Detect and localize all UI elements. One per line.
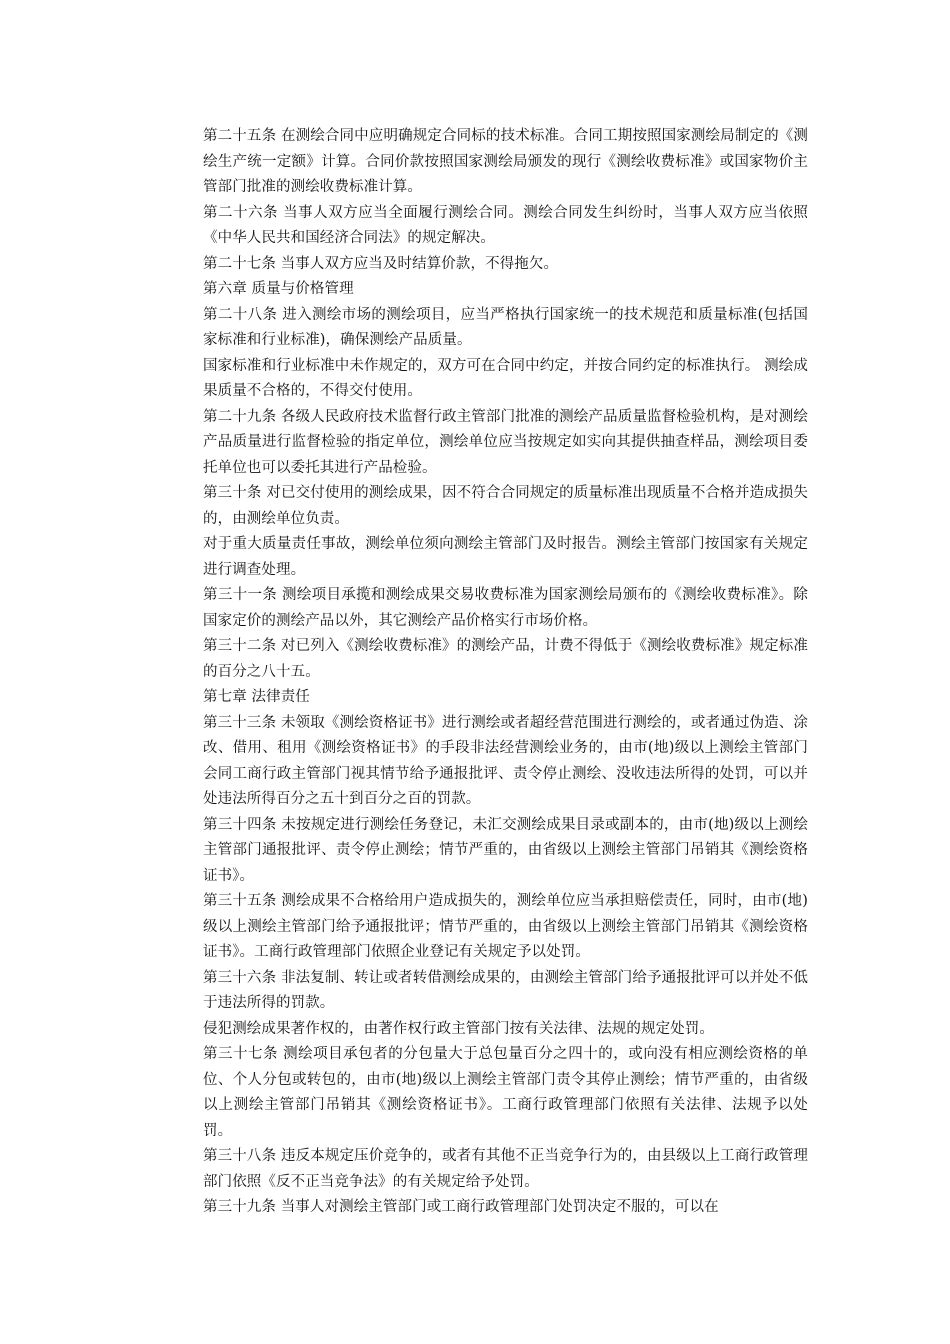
article-25: 第二十五条 在测绘合同中应明确规定合同标的技术标准。合同工期按照国家测绘局制定的《测绘生产统一定额》计算。合同价款按照国家测绘局颁发的现行《测绘收费标准》或国家物价主管部门批准的测绘收费标准计算。 <box>203 128 808 195</box>
article-37: 第三十七条 测绘项目承包者的分包量大于总包量百分之四十的，或向没有相应测绘资格的单位、个人分包或转包的，由市(地)级以上测绘主管部门责令其停止测绘；情节严重的，由省级以上测绘主管部门吊销其《测绘资格证书》。工商行政管理部门依照有关法律、法规予以处罚。 <box>203 1046 808 1139</box>
document-body <box>203 124 808 1221</box>
chapter-6-heading: 第六章 质量与价格管理 <box>203 281 354 297</box>
article-34: 第三十四条 未按规定进行测绘任务登记，未汇交测绘成果目录或副本的，由市(地)级以上测绘主管部门通报批评、责令停止测绘；情节严重的，由省级以上测绘主管部门吊销其《测绘资格证书》。 <box>203 816 808 884</box>
article-33: 第三十三条 未领取《测绘资格证书》进行测绘或者超经营范围进行测绘的，或者通过伪造、涂改、借用、租用《测绘资格证书》的手段非法经营测绘业务的，由市(地)级以上测绘主管部门会同工商行政主管部门视其情节给予通报批评、责令停止测绘、没收违法所得的处罚，可以并处违法所得百分之五十到百分之百的罚款。 <box>203 714 808 807</box>
article-36: 第三十六条 非法复制、转让或者转借测绘成果的，由测绘主管部门给予通报批评可以并处不低于违法所得的罚款。 <box>203 969 808 1011</box>
article-31: 第三十一条 测绘项目承揽和测绘成果交易收费标准为国家测绘局颁布的《测绘收费标准》。除国家定价的测绘产品以外，其它测绘产品价格实行市场价格。 <box>203 587 808 629</box>
article-26: 第二十六条 当事人双方应当全面履行测绘合同。测绘合同发生纠纷时，当事人双方应当依照《中华人民共和国经济合同法》的规定解决。 <box>203 204 808 246</box>
chapter-7-heading: 第七章 法律责任 <box>203 689 310 705</box>
article-30-paragraph-2: 对于重大质量责任事故，测绘单位须向测绘主管部门及时报告。测绘主管部门按国家有关规定进行调查处理。 <box>203 536 808 578</box>
article-29: 第二十九条 各级人民政府技术监督行政主管部门批准的测绘产品质量监督检验机构，是对测绘产品质量进行监督检验的指定单位，测绘单位应当按规定如实向其提供抽查样品，测绘项目委托单位也可以委托其进行产品检验。 <box>203 408 808 476</box>
article-27: 第二十七条 当事人双方应当及时结算价款，不得拖欠。 <box>203 255 559 272</box>
article-39: 第三十九条 当事人对测绘主管部门或工商行政管理部门处罚决定不服的，可以在 <box>203 1199 719 1215</box>
article-30: 第三十条 对已交付使用的测绘成果，因不符合合同规定的质量标准出现质量不合格并造成损失的，由测绘单位负责。 <box>203 485 808 527</box>
article-35: 第三十五条 测绘成果不合格给用户造成损失的，测绘单位应当承担赔偿责任，同时，由市(地)级以上测绘主管部门给予通报批评；情节严重的，由省级以上测绘主管部门吊销其《测绘资格证书》。工商行政管理部门依照企业登记有关规定予以处罚。 <box>203 893 808 960</box>
article-28: 第二十八条 进入测绘市场的测绘项目，应当严格执行国家统一的技术规范和质量标准(包括国家标准和行业标准)，确保测绘产品质量。 <box>203 306 808 348</box>
article-28-paragraph-2: 国家标准和行业标准中未作规定的，双方可在合同中约定，并按合同约定的标准执行。 测绘成果质量不合格的，不得交付使用。 <box>203 357 808 399</box>
article-38: 第三十八条 违反本规定压价竞争的，或者有其他不正当竞争行为的，由县级以上工商行政管理部门依照《反不正当竞争法》的有关规定给予处罚。 <box>203 1148 808 1190</box>
article-32: 第三十二条 对已列入《测绘收费标准》的测绘产品，计费不得低于《测绘收费标准》规定标准的百分之八十五。 <box>203 638 808 680</box>
article-36-paragraph-2: 侵犯测绘成果著作权的，由著作权行政主管部门按有关法律、法规的规定处罚。 <box>203 1020 714 1037</box>
